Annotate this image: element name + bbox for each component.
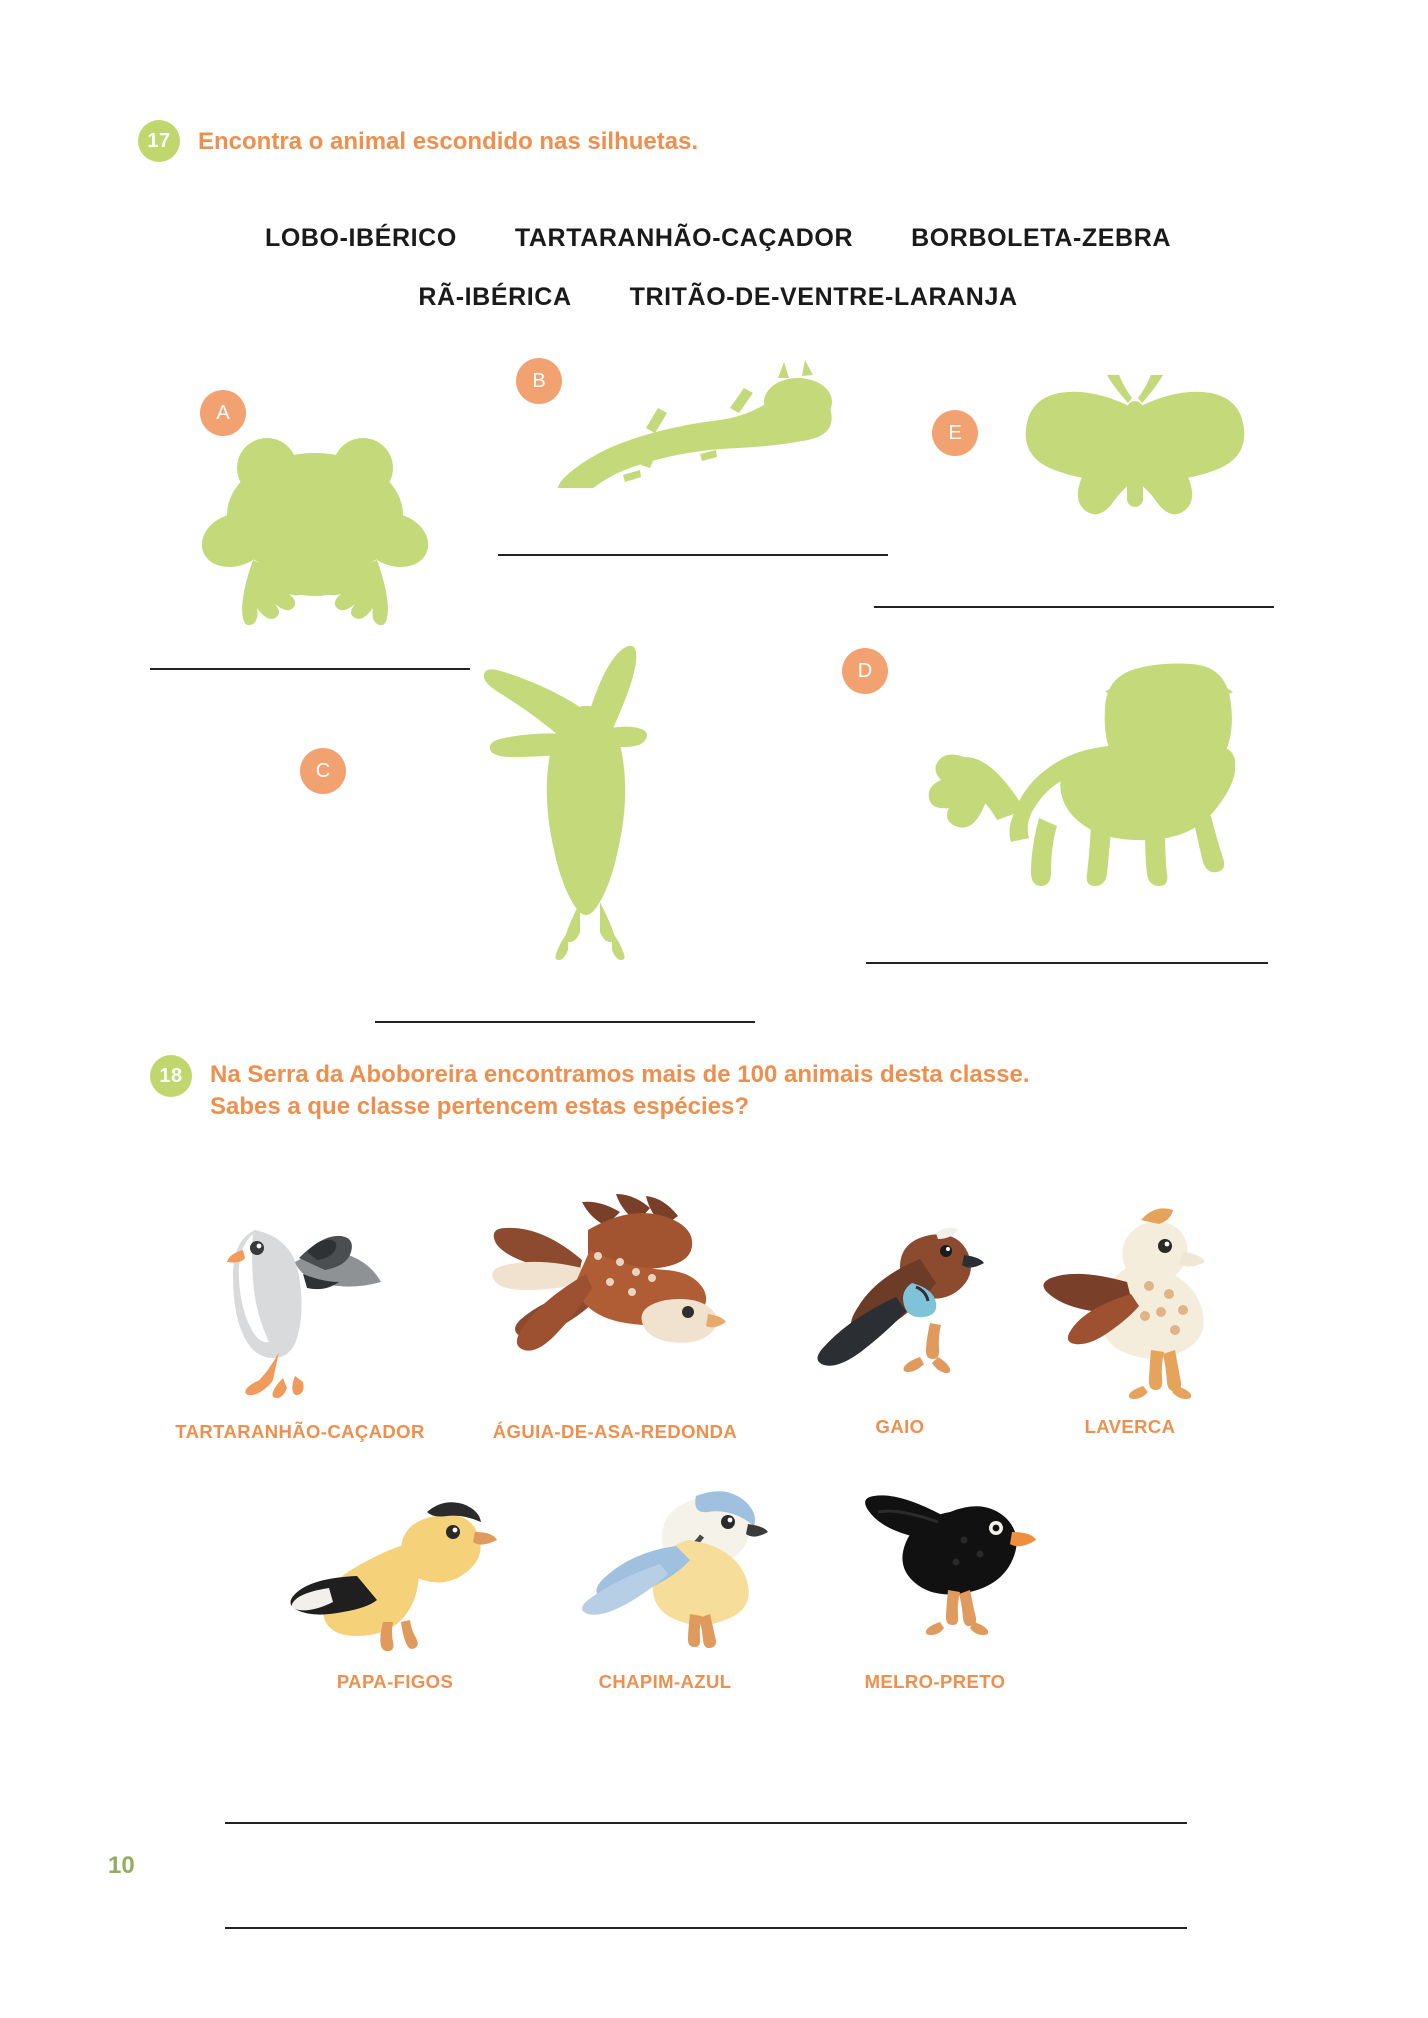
wordbank-row-1: [138, 224, 1298, 253]
answer-line-a[interactable]: [150, 668, 470, 670]
answer-line-d[interactable]: [866, 962, 1268, 964]
answer-line-e[interactable]: [874, 606, 1274, 608]
silhouette-label-e: E: [932, 410, 978, 456]
blue-tit-illustration: [550, 1470, 780, 1660]
butterfly-silhouette: [1020, 375, 1250, 535]
harrier-silhouette: [440, 640, 730, 970]
page-number: 10: [108, 1852, 135, 1879]
bird-card-laverca: [1010, 1190, 1250, 1438]
bird-card-gaio: [790, 1205, 1010, 1438]
bird-caption: MELRO-PRETO: [864, 1671, 1006, 1692]
exercise-17-number: 17: [138, 120, 180, 162]
word-tartaranhao-cacador: TARTARANHÃO-CAÇADOR: [514, 224, 854, 252]
bird-card-papa-figos: [270, 1480, 520, 1693]
word-ra-iberica: RÃ-IBÉRICA: [418, 283, 572, 311]
bird-card-aguia-de-asa-redonda: [450, 1190, 780, 1443]
frog-silhouette: [195, 420, 435, 640]
wordbank-row-2: [138, 283, 1298, 312]
word-lobo-iberico: LOBO-IBÉRICO: [264, 224, 457, 252]
exercise-18-number: 18: [150, 1055, 192, 1097]
answer-line-class-2[interactable]: [225, 1927, 1187, 1929]
silhouette-label-b: B: [516, 358, 562, 404]
silhouette-label-a: A: [200, 390, 246, 436]
answer-line-class-1[interactable]: [225, 1822, 1187, 1824]
newt-silhouette: [540, 358, 840, 488]
exercise-18: [150, 1055, 1310, 1124]
bird-card-melro-preto: [810, 1470, 1060, 1693]
oriole-illustration: [285, 1480, 505, 1660]
bird-caption: TARTARANHÃO-CAÇADOR: [175, 1421, 425, 1442]
bird-caption: CHAPIM-AZUL: [598, 1671, 732, 1692]
silhouette-label-c: C: [300, 748, 346, 794]
montagu-harrier-illustration: [195, 1200, 405, 1410]
bird-card-chapim-azul: [540, 1470, 790, 1693]
wolf-silhouette: [905, 650, 1235, 910]
bird-caption: LAVERCA: [1084, 1416, 1176, 1437]
exercise-17-header: [138, 120, 1298, 162]
bird-caption: GAIO: [875, 1416, 925, 1437]
badge-e: [932, 410, 978, 456]
bird-caption: ÁGUIA-DE-ASA-REDONDA: [492, 1421, 738, 1442]
exercise-18-instruction-line1: Na Serra da Aboboreira encontramos mais de 100 animais desta classe.: [210, 1061, 1030, 1088]
word-borboleta-zebra: BORBOLETA-ZEBRA: [911, 224, 1172, 252]
buzzard-illustration: [470, 1190, 760, 1410]
exercise-17-wordbank: [138, 224, 1298, 312]
exercise-18-instruction-line2: Sabes a que classe pertencem estas espécies?: [210, 1093, 749, 1121]
answer-line-c[interactable]: [375, 1021, 755, 1023]
exercise-18-header: [150, 1055, 1310, 1124]
exercise-17: [138, 120, 1298, 312]
badge-c: [300, 748, 346, 794]
skylark-illustration: [1025, 1190, 1235, 1405]
bird-card-tartaranhao-cacador: [150, 1200, 450, 1443]
word-tritao-de-ventre-laranja: TRITÃO-DE-VENTRE-LARANJA: [629, 283, 1018, 311]
badge-d: [842, 648, 888, 694]
bird-caption: PAPA-FIGOS: [336, 1671, 454, 1692]
exercise-17-instruction: Encontra o animal escondido nas silhuetas.: [198, 128, 699, 155]
silhouette-label-d: D: [842, 648, 888, 694]
blackbird-illustration: [830, 1470, 1040, 1660]
answer-line-b[interactable]: [498, 554, 888, 556]
jay-illustration: [800, 1205, 1000, 1405]
